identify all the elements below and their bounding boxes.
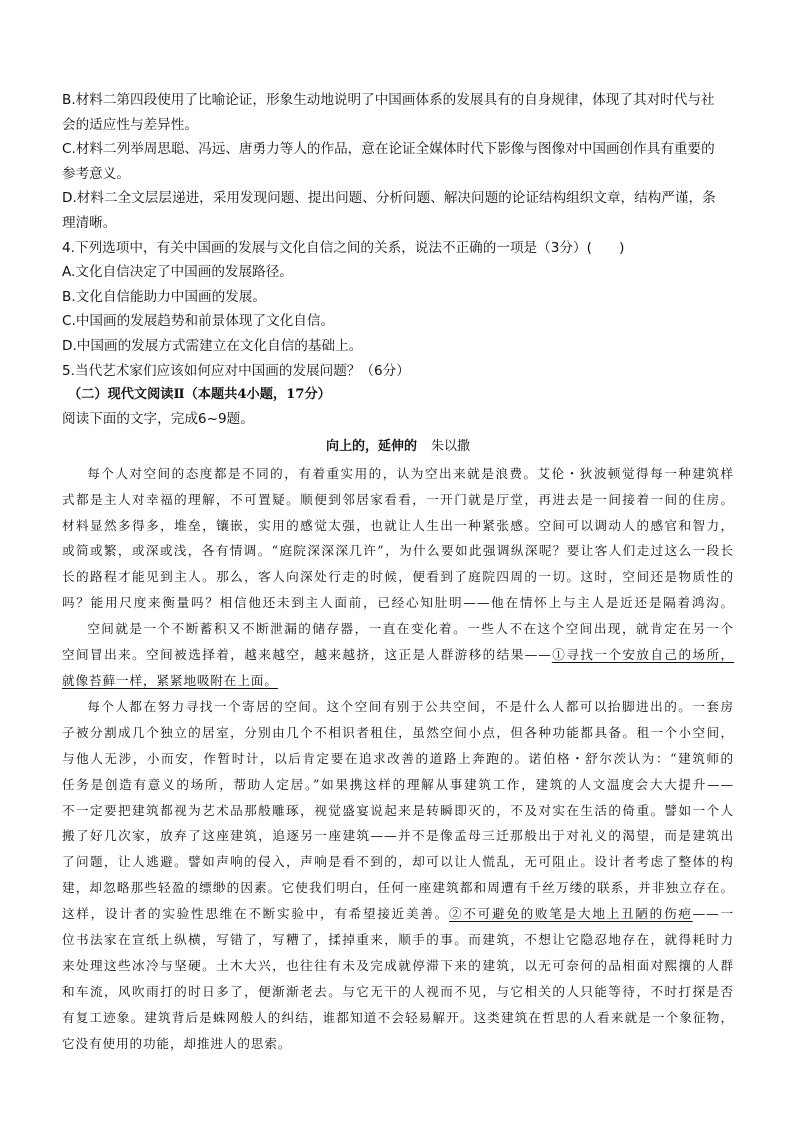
option-d-line-2: 理清晰。 [62, 214, 117, 231]
paragraph-1-line: 式都是主人对幸福的理解，不可置疑。顺便到邻居家看看，一开门就是厅堂，再进去是一间接着一间的住房。 [62, 491, 734, 507]
question-4-option-c: C.中国画的发展趋势和前景体现了文化自信。 [62, 313, 335, 330]
article-heading [62, 433, 734, 461]
paragraph-3-text: 这样，设计者的实验性思维在不断实验中，有希望接近美善。 [62, 906, 449, 922]
paragraph-2-line [62, 668, 734, 694]
paragraph-2-line [62, 642, 734, 668]
paragraph-2-line: 空间就是一个不断蓄积又不断泄漏的储存器，一直在变化着。一些人不在这个空间出现，就肯定在另一个 [87, 621, 734, 637]
paragraph-3-line: 和车流，风吹雨打的时日多了，便渐渐老去。与它无干的人视而不见，与它相关的人只能等待，不时打探是否 [62, 983, 734, 999]
question-4-option-d: D.中国画的发展方式需建立在文化自信的基础上。 [62, 337, 363, 354]
paragraph-2 [62, 616, 734, 694]
paragraph-3-line: 来处理这些冰冷与坚硬。土木大兴，也往往有未及完成就停滞下来的建筑，以无可奈何的品相面对熙攘的人群 [62, 957, 734, 973]
paragraph-3-line: 有复工迹象。建筑背后是蛛网般人的纠结，谁都知道不会轻易解开。这类建筑在哲思的人看来就是一个象征物， [62, 1009, 734, 1025]
article-author: 朱以撒 [431, 438, 471, 454]
option-b-line-2: 会的适应性与差异性。 [62, 116, 198, 133]
paragraph-3-line [62, 901, 734, 927]
underlined-sentence-2: ②不可避免的败笔是大地上丑陋的伤疤 [449, 906, 693, 922]
paragraph-1-line: 材料显然多得多，堆垒，镶嵌，实用的感觉太强，也就让人生出一种紧张感。空间可以调动人的感官和智力， [62, 517, 734, 533]
paragraph-1-line: 每个人对空间的态度都是不同的，有着重实用的，认为空出来就是浪费。艾伦・狄波顿觉得每一种建筑样 [87, 465, 734, 481]
paragraph-3-line: 与他人无涉，小而安，作暂时计，以后肯定要在追求改善的道路上奔跑的。诺伯格・舒尔茨认为：“建筑师的 [62, 750, 734, 766]
paragraph-3-line: 它没有使用的功能，却推进人的思索。 [62, 1035, 292, 1051]
question-4 [62, 236, 734, 359]
document-page [62, 88, 734, 1057]
article-title: 向上的，延伸的 [325, 438, 417, 454]
paragraph-3-line: 搬了好几次家，放弃了这座建筑，追逐另一座建筑——并不是像孟母三迁那般出于对礼义的渴望，而是建筑出 [62, 828, 734, 844]
paragraph-1-line: 吗？能用尺度来衡量吗？相信他还未到主人面前，已经心知肚明——他在情怀上与主人是近还是隔着鸿沟。 [62, 595, 734, 611]
paragraph-1-line: 长的路程才能见到主人。那么，客人向深处行走的时候，便看到了庭院四周的一切。这时，空间还是物质性的 [62, 569, 734, 585]
paragraph-3-line: 任务是创造有意义的场所，帮助人定居。”如果携这样的理解从事建筑工作，建筑的人文温度会大大提升—— [62, 776, 734, 792]
section-title: （二）现代文阅读Ⅱ（本题共4小题，17分） [68, 387, 331, 403]
question-3-options [62, 88, 734, 236]
question-4-option-a: A.文化自信决定了中国画的发展路径。 [62, 264, 293, 281]
section-instruction: 阅读下面的文字，完成6~9题。 [62, 411, 254, 428]
option-b-line-1: B.材料二第四段使用了比喻论证，形象生动地说明了中国画体系的发展具有的自身规律，体现了其对时代与社 [62, 92, 715, 108]
option-c-line-2: 参考意义。 [62, 165, 130, 182]
paragraph-3-dash: ——一 [692, 906, 734, 922]
underlined-sentence-1: ①寻找一个安放自己的场所， [551, 647, 735, 663]
paragraph-3-line: 不一定要把建筑都视为艺术品那般雕琢，视觉盛宴说起来是转瞬即灭的，不及对实在生活的倚重。譬如一个人 [62, 802, 734, 818]
paragraph-3-line: 子被分割成几个独立的居室，分别由几个不相识者租住，虽然空间小点，但各种功能都具备。租一个小空间， [62, 724, 734, 740]
paragraph-3-line: 建，却忽略那些轻盈的缥缈的因素。它使我们明白，任何一座建筑都和周遭有千丝万缕的联系，并非独立存在。 [62, 880, 734, 896]
question-4-option-b: B.文化自信能助力中国画的发展。 [62, 288, 266, 305]
underlined-sentence-1-continued: 就像苔藓一样，紧紧地吸附在上面。 [62, 672, 278, 688]
paragraph-3-line: 每个人都在努力寻找一个寄居的空间。这个空间有别于公共空间，不是什么人都可以抬脚进出的。一套房 [87, 698, 734, 714]
paragraph-1 [62, 461, 734, 616]
question-4-stem: 4.下列选项中，有关中国画的发展与文化自信之间的关系，说法不正确的一项是（3分）( ) [62, 239, 625, 256]
option-c-line-1: C.材料二列举周思聪、冯远、唐勇力等人的作品，意在论证全媒体时代下影像与图像对中国画创作具有重要的 [62, 141, 715, 158]
paragraph-3 [62, 694, 734, 1057]
question-5: 5.当代艺术家们应该如何应对中国画的发展问题？（6分） [62, 362, 410, 379]
option-d-line-1: D.材料二全文层层递进，采用发现问题、提出问题、分析问题、解决问题的论证结构组织文章，结构严谨，条 [62, 190, 716, 207]
paragraph-2-text: 空间冒出来。空间被选择着，越来越空，越来越挤，这正是人群游移的结果—— [62, 647, 552, 663]
paragraph-3-line: 了问题，让人逃避。譬如声响的侵入，声响是看不到的，却可以让人慌乱，无可阻止。设计者考虑了整体的构 [62, 854, 734, 870]
paragraph-1-line: 或简或繁，或深或浅，各有情调。“庭院深深深几许”，为什么要如此强调纵深呢？要让客人们走过这么一段长 [62, 543, 734, 559]
paragraph-3-line: 位书法家在宣纸上纵横，写错了，写糟了，揉掉重来，顺手的事。而建筑，不想让它隐忍地存在，就得耗时力 [62, 932, 734, 948]
